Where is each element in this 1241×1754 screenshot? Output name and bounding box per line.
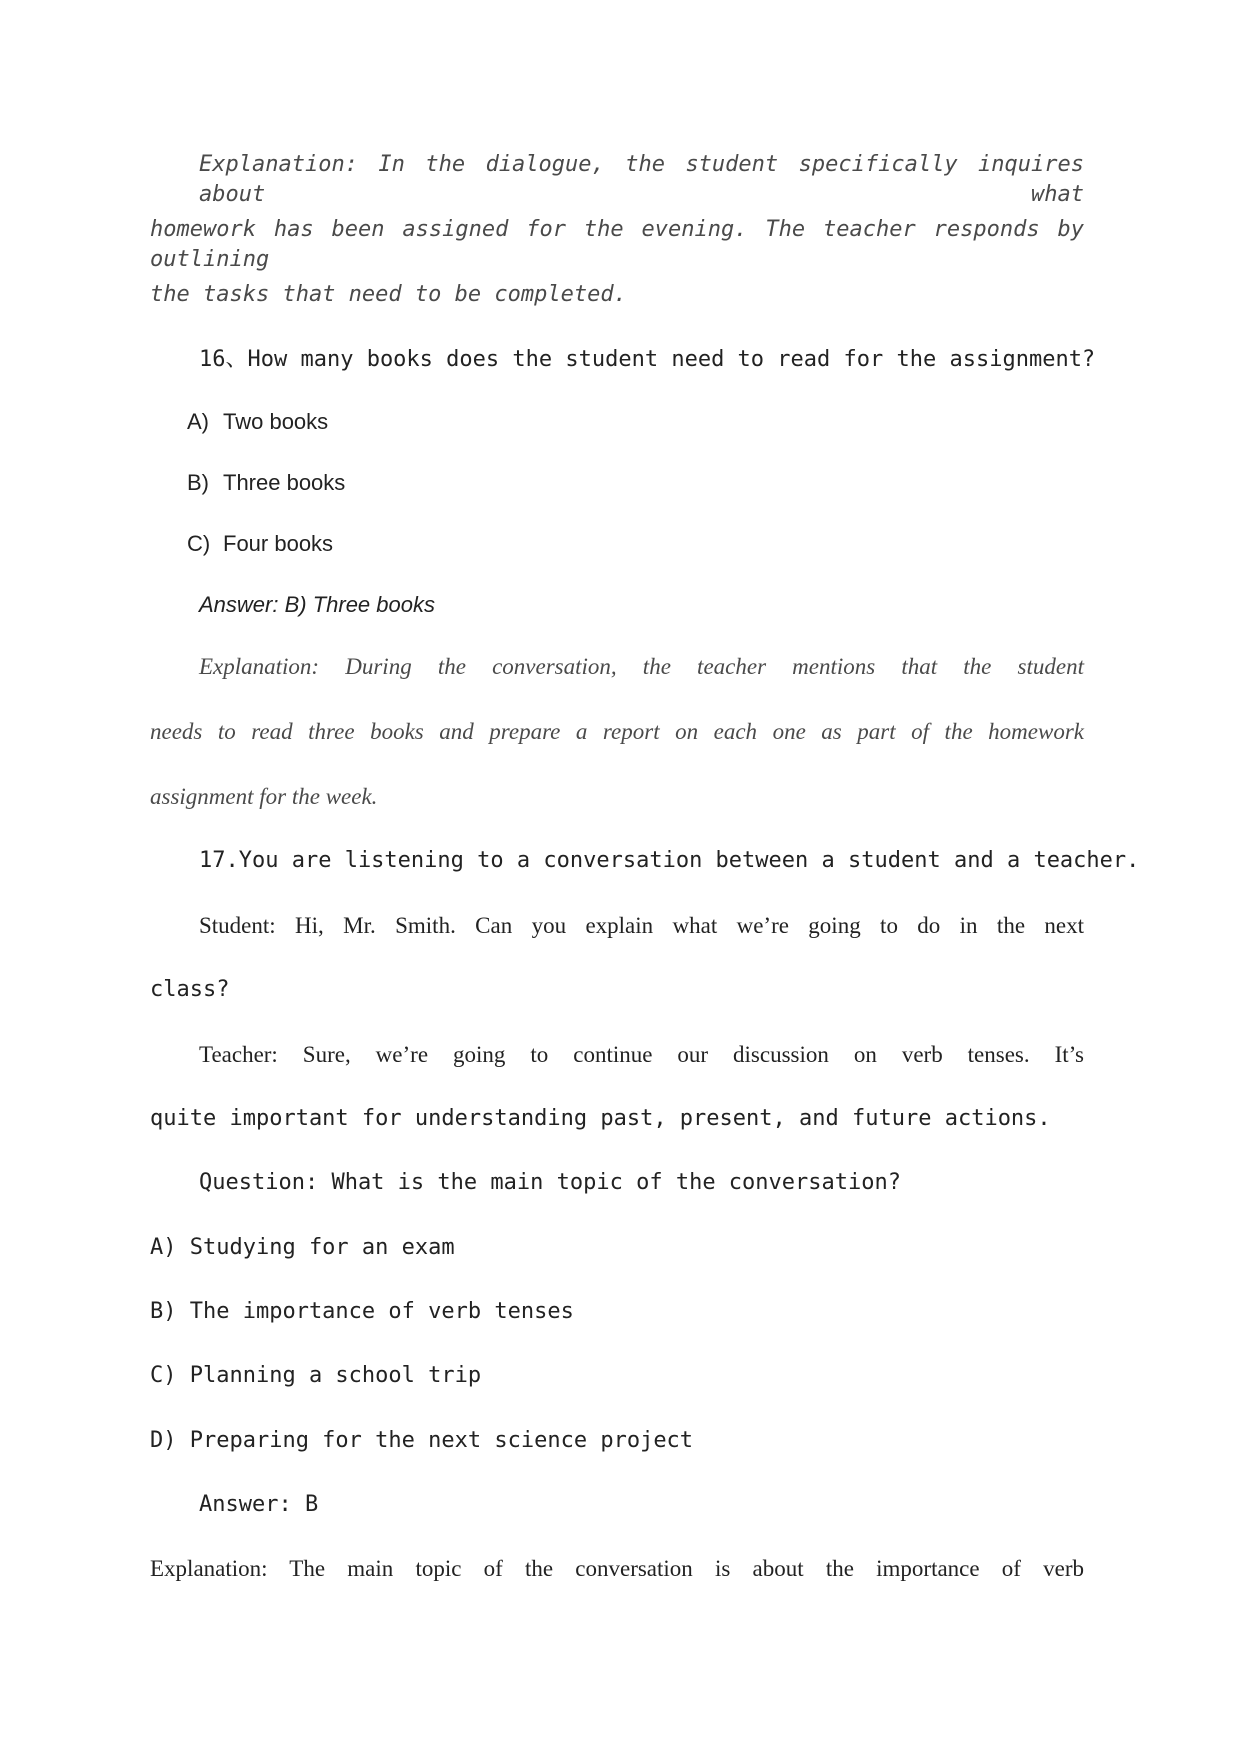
option-letter: A) [187, 409, 209, 434]
q16-explanation-line-3: assignment for the week. [150, 784, 378, 809]
q16-explanation-line-1: Explanation: During the conversation, the teacher mentions that the student [199, 654, 1084, 679]
q17-option-d: D) Preparing for the next science project [150, 1428, 694, 1453]
q16-answer: Answer: B) Three books [199, 592, 435, 617]
q16-option-b [187, 468, 345, 498]
option-text: Three books [223, 470, 346, 495]
q17-student-line-2: class? [150, 977, 230, 1002]
q17-option-a: A) Studying for an exam [150, 1235, 455, 1260]
q16-question: 16、How many books does the student need to read for the assignment? [199, 347, 1096, 372]
q17-question: Question: What is the main topic of the conversation? [199, 1170, 901, 1195]
q17-answer: Answer: B [199, 1492, 319, 1517]
q15-explanation-line-2: homework has been assigned for the evening. The teacher responds by outlining [150, 217, 1084, 272]
q17-intro: 17.You are listening to a conversation between a student and a teacher. [199, 848, 1140, 873]
q16-explanation-line-2: needs to read three books and prepare a report on each one as part of the homework [150, 719, 1084, 744]
option-letter: C) [187, 531, 211, 556]
q17-teacher-line-2: quite important for understanding past, present, and future actions. [150, 1106, 1051, 1131]
q17-explanation-line-1: Explanation: The main topic of the conversation is about the importance of verb [150, 1556, 1084, 1581]
q17-teacher-line-1: Teacher: Sure, we’re going to continue our discussion on verb tenses. It’s [199, 1042, 1084, 1067]
q15-explanation-line-1: Explanation: In the dialogue, the student specifically inquires about what [199, 152, 1084, 207]
option-text: Two books [223, 409, 329, 434]
q15-explanation-line-3: the tasks that need to be completed. [150, 282, 627, 307]
option-text: Four books [223, 531, 334, 556]
q17-student-line-1: Student: Hi, Mr. Smith. Can you explain what we’re going to do in the next [199, 913, 1084, 938]
q17-option-c: C) Planning a school trip [150, 1363, 482, 1388]
option-letter: B) [187, 470, 209, 495]
q17-option-b: B) The importance of verb tenses [150, 1299, 574, 1324]
q16-option-a [187, 407, 328, 437]
q16-option-c [187, 529, 333, 559]
